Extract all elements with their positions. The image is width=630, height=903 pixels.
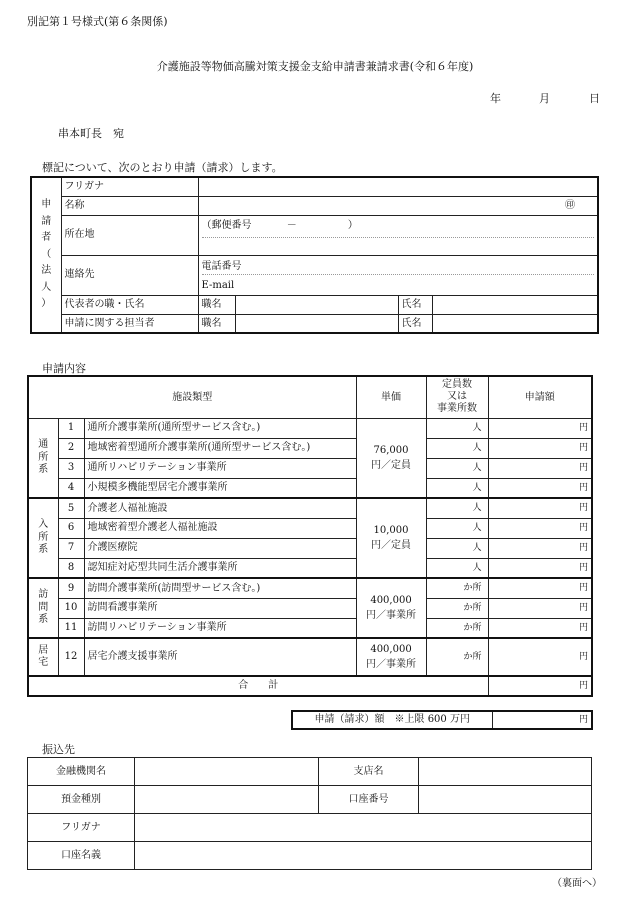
footer-note: （裏面へ） — [552, 878, 602, 889]
intro-text: 標記について、次のとおり申請（請求）します。 — [42, 161, 283, 174]
count-field[interactable]: 人 — [426, 458, 488, 478]
row-number: 6 — [58, 518, 84, 538]
amount-field[interactable]: 円 — [488, 458, 592, 478]
page-title: 介護施設等物価高騰対策支援金支給申請書兼請求書(令和６年度) — [156, 60, 474, 73]
bank-type-label: 預金種別 — [28, 786, 135, 814]
staff-name-field[interactable] — [432, 314, 598, 333]
amount-field[interactable]: 円 — [488, 538, 592, 558]
postal-label: （郵便番号 — [201, 219, 252, 231]
facility-type: 通所介護事業所(通所型サービス含む。) — [84, 418, 356, 438]
table-row — [28, 578, 592, 598]
request-amount-field[interactable]: 円 — [492, 711, 592, 729]
bank-furigana-label: フリガナ — [28, 814, 135, 842]
facility-type: 認知症対応型共同生活介護事業所 — [84, 558, 356, 578]
phone-label: 電話番号 — [202, 259, 595, 276]
group-label: 通 所 系 — [28, 418, 58, 498]
amount-field[interactable]: 円 — [488, 638, 592, 676]
address-label: 所在地 — [61, 215, 198, 255]
email-label: E-mail — [201, 280, 235, 291]
bank-holder-label: 口座名義 — [28, 842, 135, 870]
count-field[interactable]: 人 — [426, 518, 488, 538]
count-field[interactable]: か所 — [426, 598, 488, 618]
bank-heading: 振込先 — [42, 743, 75, 756]
bank-branch-label: 支店名 — [319, 758, 419, 786]
amount-field[interactable]: 円 — [488, 498, 592, 518]
unit-price: 400,000 円／事業所 — [356, 638, 426, 676]
count-field[interactable]: か所 — [426, 578, 488, 598]
table-row — [28, 558, 592, 578]
bank-furigana-field[interactable] — [135, 814, 592, 842]
facility-type: 訪問リハビリテーション事業所 — [84, 618, 356, 638]
facility-type: 地域密着型介護老人福祉施設 — [84, 518, 356, 538]
bank-holder-field[interactable] — [135, 842, 592, 870]
row-number: 9 — [58, 578, 84, 598]
amount-field[interactable]: 円 — [488, 518, 592, 538]
facility-type: 地域密着型通所介護事業所(通所型サービス含む。) — [84, 438, 356, 458]
count-field[interactable]: 人 — [426, 538, 488, 558]
date-month: 月 — [539, 92, 550, 105]
row-number: 1 — [58, 418, 84, 438]
unit-price: 400,000 円／事業所 — [356, 578, 426, 638]
amount-field[interactable]: 円 — [488, 558, 592, 578]
row-number: 11 — [58, 618, 84, 638]
group-label: 入 所 系 — [28, 498, 58, 578]
amount-field[interactable]: 円 — [488, 618, 592, 638]
rep-position-field[interactable] — [235, 295, 398, 314]
bank-institution-field[interactable] — [135, 758, 319, 786]
side-char: 者 — [41, 232, 52, 244]
postal-close: ） — [347, 219, 358, 231]
side-char: （ — [41, 248, 52, 260]
addressee: 串本町長 宛 — [58, 127, 124, 140]
table-row — [28, 598, 592, 618]
seal-mark: ㊞ — [565, 199, 575, 211]
table-row — [28, 538, 592, 558]
bank-account-label: 口座番号 — [319, 786, 419, 814]
postal-dash: － — [286, 219, 297, 231]
bank-branch-field[interactable] — [419, 758, 592, 786]
amount-field[interactable]: 円 — [488, 578, 592, 598]
staff-position-label: 職名 — [198, 314, 235, 333]
table-row — [28, 478, 592, 498]
form-label: 別記第１号様式(第６条関係) — [27, 15, 168, 28]
rep-label: 代表者の職・氏名 — [61, 295, 198, 314]
facility-type: 居宅介護支援事業所 — [84, 638, 356, 676]
count-field[interactable]: か所 — [426, 618, 488, 638]
date-day: 日 — [589, 92, 600, 105]
total-row — [28, 676, 592, 696]
table-row — [28, 458, 592, 478]
bank-institution-label: 金融機関名 — [28, 758, 135, 786]
staff-name-label: 氏名 — [398, 314, 432, 333]
side-char: 申 — [41, 199, 52, 211]
row-number: 3 — [58, 458, 84, 478]
group-label: 居 宅 — [28, 638, 58, 676]
applicant-table — [30, 176, 599, 334]
total-label: 合 計 — [28, 676, 488, 696]
bank-table — [27, 757, 592, 870]
amount-field[interactable]: 円 — [488, 598, 592, 618]
count-field[interactable]: 人 — [426, 558, 488, 578]
row-number: 7 — [58, 538, 84, 558]
contact-field[interactable] — [198, 255, 598, 295]
header-price: 単価 — [356, 376, 426, 418]
name-field[interactable] — [198, 196, 598, 215]
table-row — [28, 418, 592, 438]
count-field[interactable]: 人 — [426, 418, 488, 438]
header-count: 定員数 又は 事業所数 — [426, 376, 488, 418]
amount-field[interactable]: 円 — [488, 478, 592, 498]
side-char: ） — [41, 298, 52, 310]
date-year: 年 — [490, 92, 501, 105]
table-row — [28, 638, 592, 676]
count-field[interactable]: 人 — [426, 478, 488, 498]
rep-name-label: 氏名 — [398, 295, 432, 314]
total-amount-field[interactable]: 円 — [488, 676, 592, 696]
side-char: 請 — [41, 215, 52, 227]
rep-name-field[interactable] — [432, 295, 598, 314]
name-label: 名称 — [61, 196, 198, 215]
request-amount-table — [291, 710, 593, 730]
unit-price: 76,000 円／定員 — [356, 418, 426, 498]
row-number: 12 — [58, 638, 84, 676]
row-number: 2 — [58, 438, 84, 458]
row-number: 10 — [58, 598, 84, 618]
unit-price: 10,000 円／定員 — [356, 498, 426, 578]
furigana-label: フリガナ — [61, 177, 198, 196]
side-char: 法 — [41, 265, 52, 277]
bank-account-field[interactable] — [419, 786, 592, 814]
table-row — [28, 498, 592, 518]
request-amount-label: 申請（請求）額 ※上限 600 万円 — [292, 711, 492, 729]
table-row — [28, 618, 592, 638]
header-amount: 申請額 — [488, 376, 592, 418]
facility-type: 通所リハビリテーション事業所 — [84, 458, 356, 478]
side-char: 人 — [41, 281, 52, 293]
group-label: 訪 問 系 — [28, 578, 58, 638]
row-number: 4 — [58, 478, 84, 498]
count-field[interactable]: か所 — [426, 638, 488, 676]
table-row — [28, 518, 592, 538]
address-field[interactable] — [198, 215, 598, 255]
bank-type-field[interactable] — [135, 786, 319, 814]
table-row — [28, 438, 592, 458]
contact-label: 連絡先 — [61, 255, 198, 295]
staff-label: 申請に関する担当者 — [61, 314, 198, 333]
row-number: 5 — [58, 498, 84, 518]
facility-type: 介護老人福祉施設 — [84, 498, 356, 518]
facility-type: 訪問看護事業所 — [84, 598, 356, 618]
header-type: 施設類型 — [28, 376, 356, 418]
facility-type: 介護医療院 — [84, 538, 356, 558]
facility-type: 小規模多機能型居宅介護事業所 — [84, 478, 356, 498]
count-field[interactable]: 人 — [426, 438, 488, 458]
amount-field[interactable]: 円 — [488, 418, 592, 438]
staff-position-field[interactable] — [235, 314, 398, 333]
amount-field[interactable]: 円 — [488, 438, 592, 458]
row-number: 8 — [58, 558, 84, 578]
rep-position-label: 職名 — [198, 295, 235, 314]
content-heading: 申請内容 — [42, 362, 86, 375]
content-table — [27, 375, 593, 697]
count-field[interactable]: 人 — [426, 498, 488, 518]
furigana-field[interactable] — [198, 177, 598, 196]
facility-type: 訪問介護事業所(訪問型サービス含む。) — [84, 578, 356, 598]
applicant-side-label — [31, 177, 61, 333]
